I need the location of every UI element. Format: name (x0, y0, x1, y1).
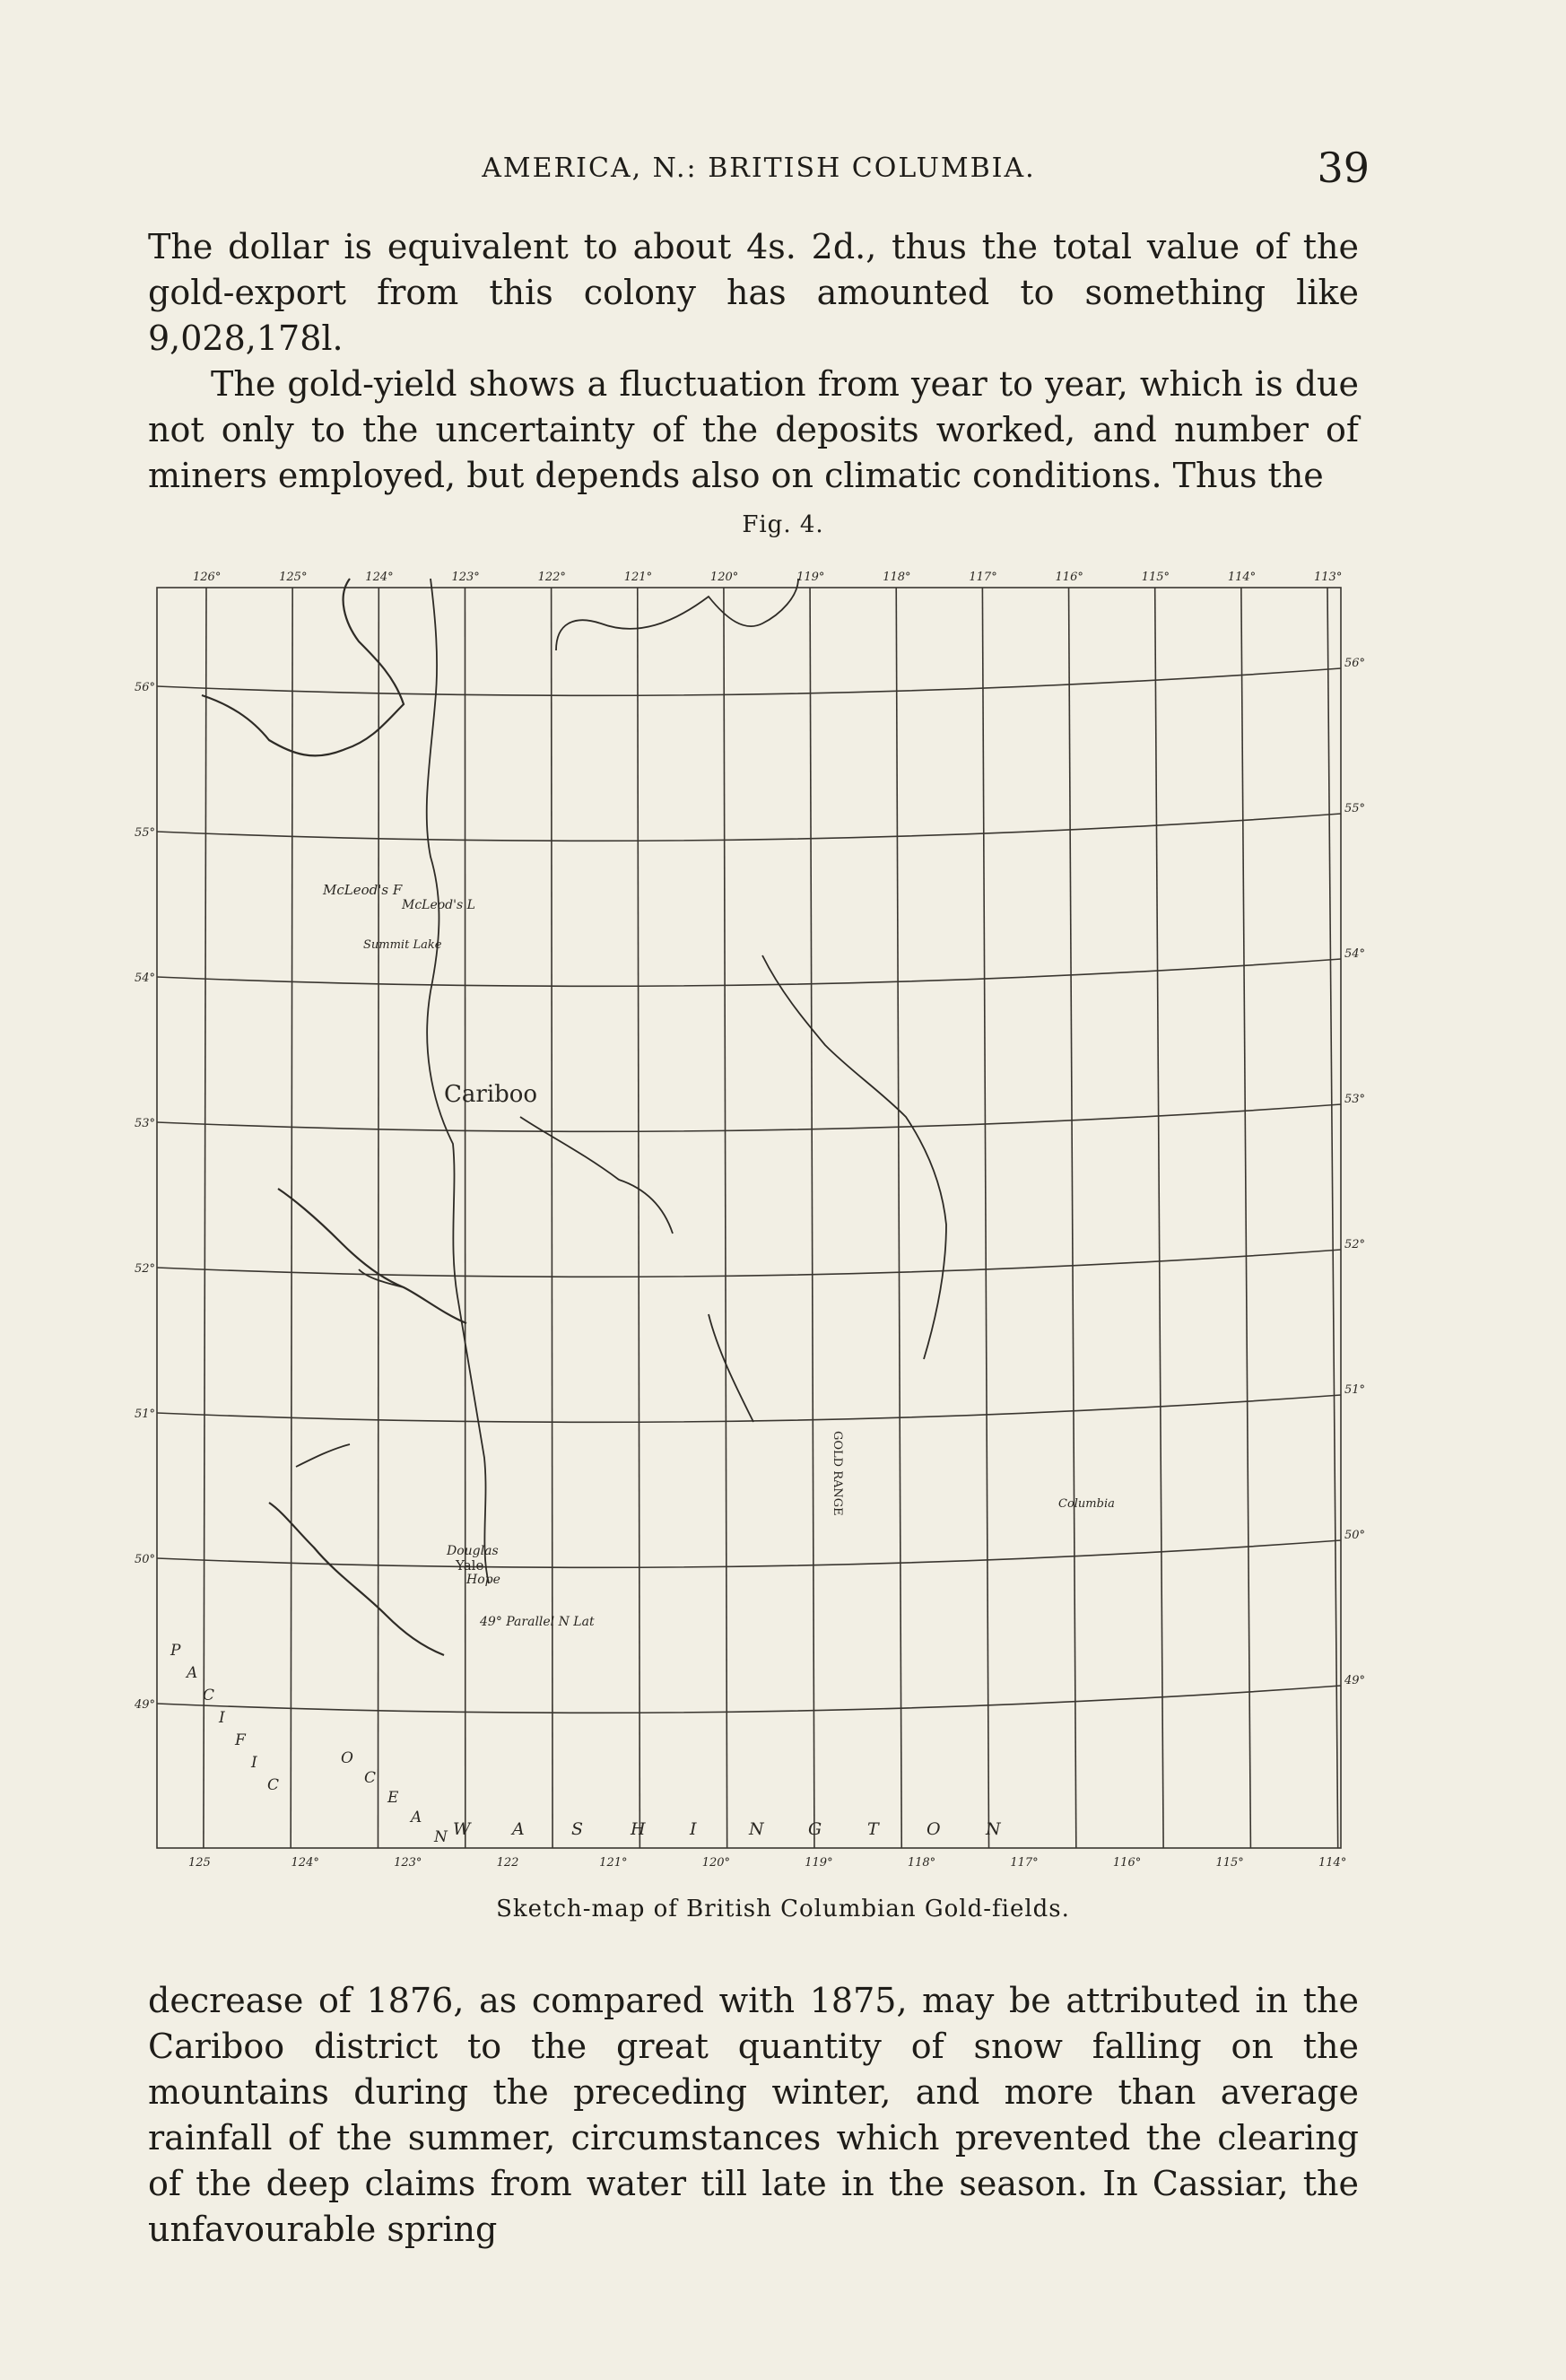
figure-label: Fig. 4. (742, 511, 824, 538)
parallel-line (157, 814, 1341, 841)
latitude-label: 54° (1344, 947, 1366, 961)
longitude-label: 121° (623, 571, 653, 584)
map-coastline (202, 579, 466, 1655)
ocean-letter: A (411, 1809, 422, 1826)
place-summit-lake: Summit Lake (363, 938, 442, 952)
longitude-label: 117° (969, 571, 997, 584)
coastline-path (202, 579, 404, 755)
pacific-letter: C (267, 1776, 280, 1794)
map-rivers (296, 579, 946, 1583)
coastline-path (278, 1189, 466, 1323)
place-douglas: Douglas (447, 1544, 499, 1558)
parallel-line (157, 1250, 1341, 1277)
longitude-label: 123° (451, 571, 480, 584)
latitude-label: 53° (135, 1117, 156, 1130)
meridian-line (724, 588, 727, 1848)
washington-letter: A (512, 1819, 525, 1839)
place-hope: Hope (466, 1573, 500, 1587)
meridian-line (896, 588, 901, 1848)
washington-letter: W (453, 1819, 471, 1839)
washington-letter: G (808, 1819, 822, 1839)
latitude-label: 54° (135, 972, 156, 985)
figure-caption: Sketch-map of British Columbian Gold-fields. (496, 1896, 1070, 1922)
longitude-label: 123° (394, 1856, 422, 1870)
page-number: 39 (1317, 144, 1370, 192)
latitude-label: 56° (135, 681, 156, 694)
meridian-line (1327, 588, 1338, 1848)
parallel-line (157, 1686, 1341, 1713)
meridian-line (1069, 588, 1076, 1848)
latitude-label: 51° (1344, 1383, 1366, 1397)
ocean-letter: O (341, 1749, 353, 1767)
longitude-label: 116° (1112, 1856, 1142, 1870)
longitude-label: 113° (1314, 571, 1343, 584)
columbia-river (762, 955, 946, 1359)
parallel-line (157, 1104, 1341, 1131)
place-gold-range: GOLD RANGE (831, 1431, 844, 1516)
meridian-line (1241, 588, 1251, 1848)
longitude-label: 125 (188, 1856, 211, 1870)
place-mcleods-l: McLeod's L (402, 898, 475, 912)
latitude-label: 56° (1344, 657, 1366, 670)
parallel-line (157, 668, 1341, 695)
latitude-label: 51° (135, 1408, 156, 1421)
pacific-letter: C (203, 1687, 215, 1704)
longitude-label: 122 (496, 1856, 519, 1870)
ocean-label (341, 1749, 448, 1846)
washington-letter: H (631, 1819, 646, 1839)
longitude-label: 119° (805, 1856, 833, 1870)
map-frame (157, 588, 1341, 1848)
parallel-line (157, 1395, 1341, 1422)
washington-letter: N (749, 1819, 764, 1839)
washington-letter: S (571, 1819, 584, 1839)
sketch-map (135, 561, 1372, 1875)
washington-letter: O (927, 1819, 941, 1839)
meridian-line (982, 588, 988, 1848)
river-path (520, 1117, 673, 1234)
coastline-path (269, 1503, 444, 1655)
longitude-label: 117° (1010, 1856, 1039, 1870)
longitude-label: 120° (709, 571, 739, 584)
bottom-longitude-labels (188, 1856, 1346, 1870)
paragraph-line: decrease of 1876, as compared with 1875, may be attributed in the Cariboo district to the great quantity of snow falling on the mountains during the preceding winter, and more than average rainfall of the summer, circumstances which prevented the clearing of the deep claims from water till late in the season. In Cassiar, the unfavourable spring (148, 1981, 1359, 2249)
longitude-label: 126° (193, 571, 222, 584)
washington-letter: I (690, 1819, 697, 1839)
meridian-line (638, 588, 640, 1848)
left-latitude-labels (135, 681, 155, 1712)
latitude-label: 50° (1344, 1529, 1366, 1542)
place-yale: Yale (456, 1557, 484, 1574)
latitude-label: 55° (135, 826, 156, 840)
place-cariboo: Cariboo (444, 1081, 538, 1108)
map-graticule (157, 588, 1341, 1848)
latitude-label: 52° (135, 1262, 156, 1276)
longitude-label: 115° (1141, 571, 1170, 584)
longitude-label: 116° (1055, 571, 1083, 584)
longitude-label: 115° (1215, 1856, 1244, 1870)
longitude-label: 118° (883, 571, 911, 584)
ocean-letter: E (387, 1789, 399, 1807)
longitude-label: 125° (279, 571, 308, 584)
pacific-label (170, 1642, 279, 1794)
meridian-line (291, 588, 292, 1848)
latitude-label: 53° (1344, 1093, 1366, 1106)
longitude-label: 120° (701, 1856, 731, 1870)
latitude-label: 52° (1344, 1238, 1366, 1251)
ocean-letter: N (434, 1828, 448, 1846)
longitude-label: 118° (907, 1856, 936, 1870)
river-path (296, 1444, 350, 1467)
washington-letter: T (867, 1819, 879, 1839)
pacific-letter: I (251, 1754, 257, 1772)
pacific-letter: I (219, 1709, 225, 1727)
right-latitude-labels (1344, 657, 1365, 1687)
latitude-label: 49° (135, 1698, 156, 1712)
pacific-letter: A (187, 1664, 198, 1682)
pacific-letter: F (235, 1731, 246, 1749)
place-parallel: 49° Parallel N Lat (480, 1615, 595, 1629)
longitude-label: 124° (291, 1856, 319, 1870)
paragraph-line: The dollar is equivalent to about 4s. 2d., thus the total value of the gold-export from this colony has amounted to something like 9,028,178l. (148, 227, 1359, 358)
longitude-label: 121° (599, 1856, 628, 1870)
running-head (148, 144, 1370, 197)
latitude-label: 50° (135, 1553, 156, 1566)
top-longitude-labels (193, 571, 1342, 584)
paragraph-top (148, 224, 1359, 499)
parallel-line (157, 1540, 1341, 1567)
place-mcleods-f: McLeod's F (323, 882, 403, 898)
river-path (709, 1314, 753, 1422)
longitude-label: 114° (1227, 571, 1257, 584)
washington-letter: N (986, 1819, 1001, 1839)
meridian-line (204, 588, 206, 1848)
parallel-line (157, 959, 1341, 986)
river-path (556, 579, 798, 650)
meridian-line (1155, 588, 1163, 1848)
place-columbia: Columbia (1058, 1497, 1115, 1511)
paragraph-bottom (148, 1978, 1359, 2253)
latitude-label: 49° (1344, 1674, 1366, 1687)
longitude-label: 124° (365, 571, 394, 584)
latitude-label: 55° (1344, 802, 1366, 815)
meridian-line (810, 588, 814, 1848)
running-title: AMERICA, N.: BRITISH COLUMBIA. (482, 153, 1036, 184)
longitude-label: 122° (537, 571, 566, 584)
longitude-label: 114° (1318, 1856, 1347, 1870)
place-names (322, 882, 1115, 1629)
ocean-letter: C (364, 1769, 377, 1787)
pacific-letter: P (170, 1642, 181, 1660)
longitude-label: 119° (796, 571, 825, 584)
map-svg (135, 561, 1372, 1875)
paragraph-line: The gold-yield shows a fluctuation from year to year, which is due not only to the uncertainty of the deposits worked, and number of miners employed, but depends also on climatic conditions. Thus the (148, 364, 1359, 495)
